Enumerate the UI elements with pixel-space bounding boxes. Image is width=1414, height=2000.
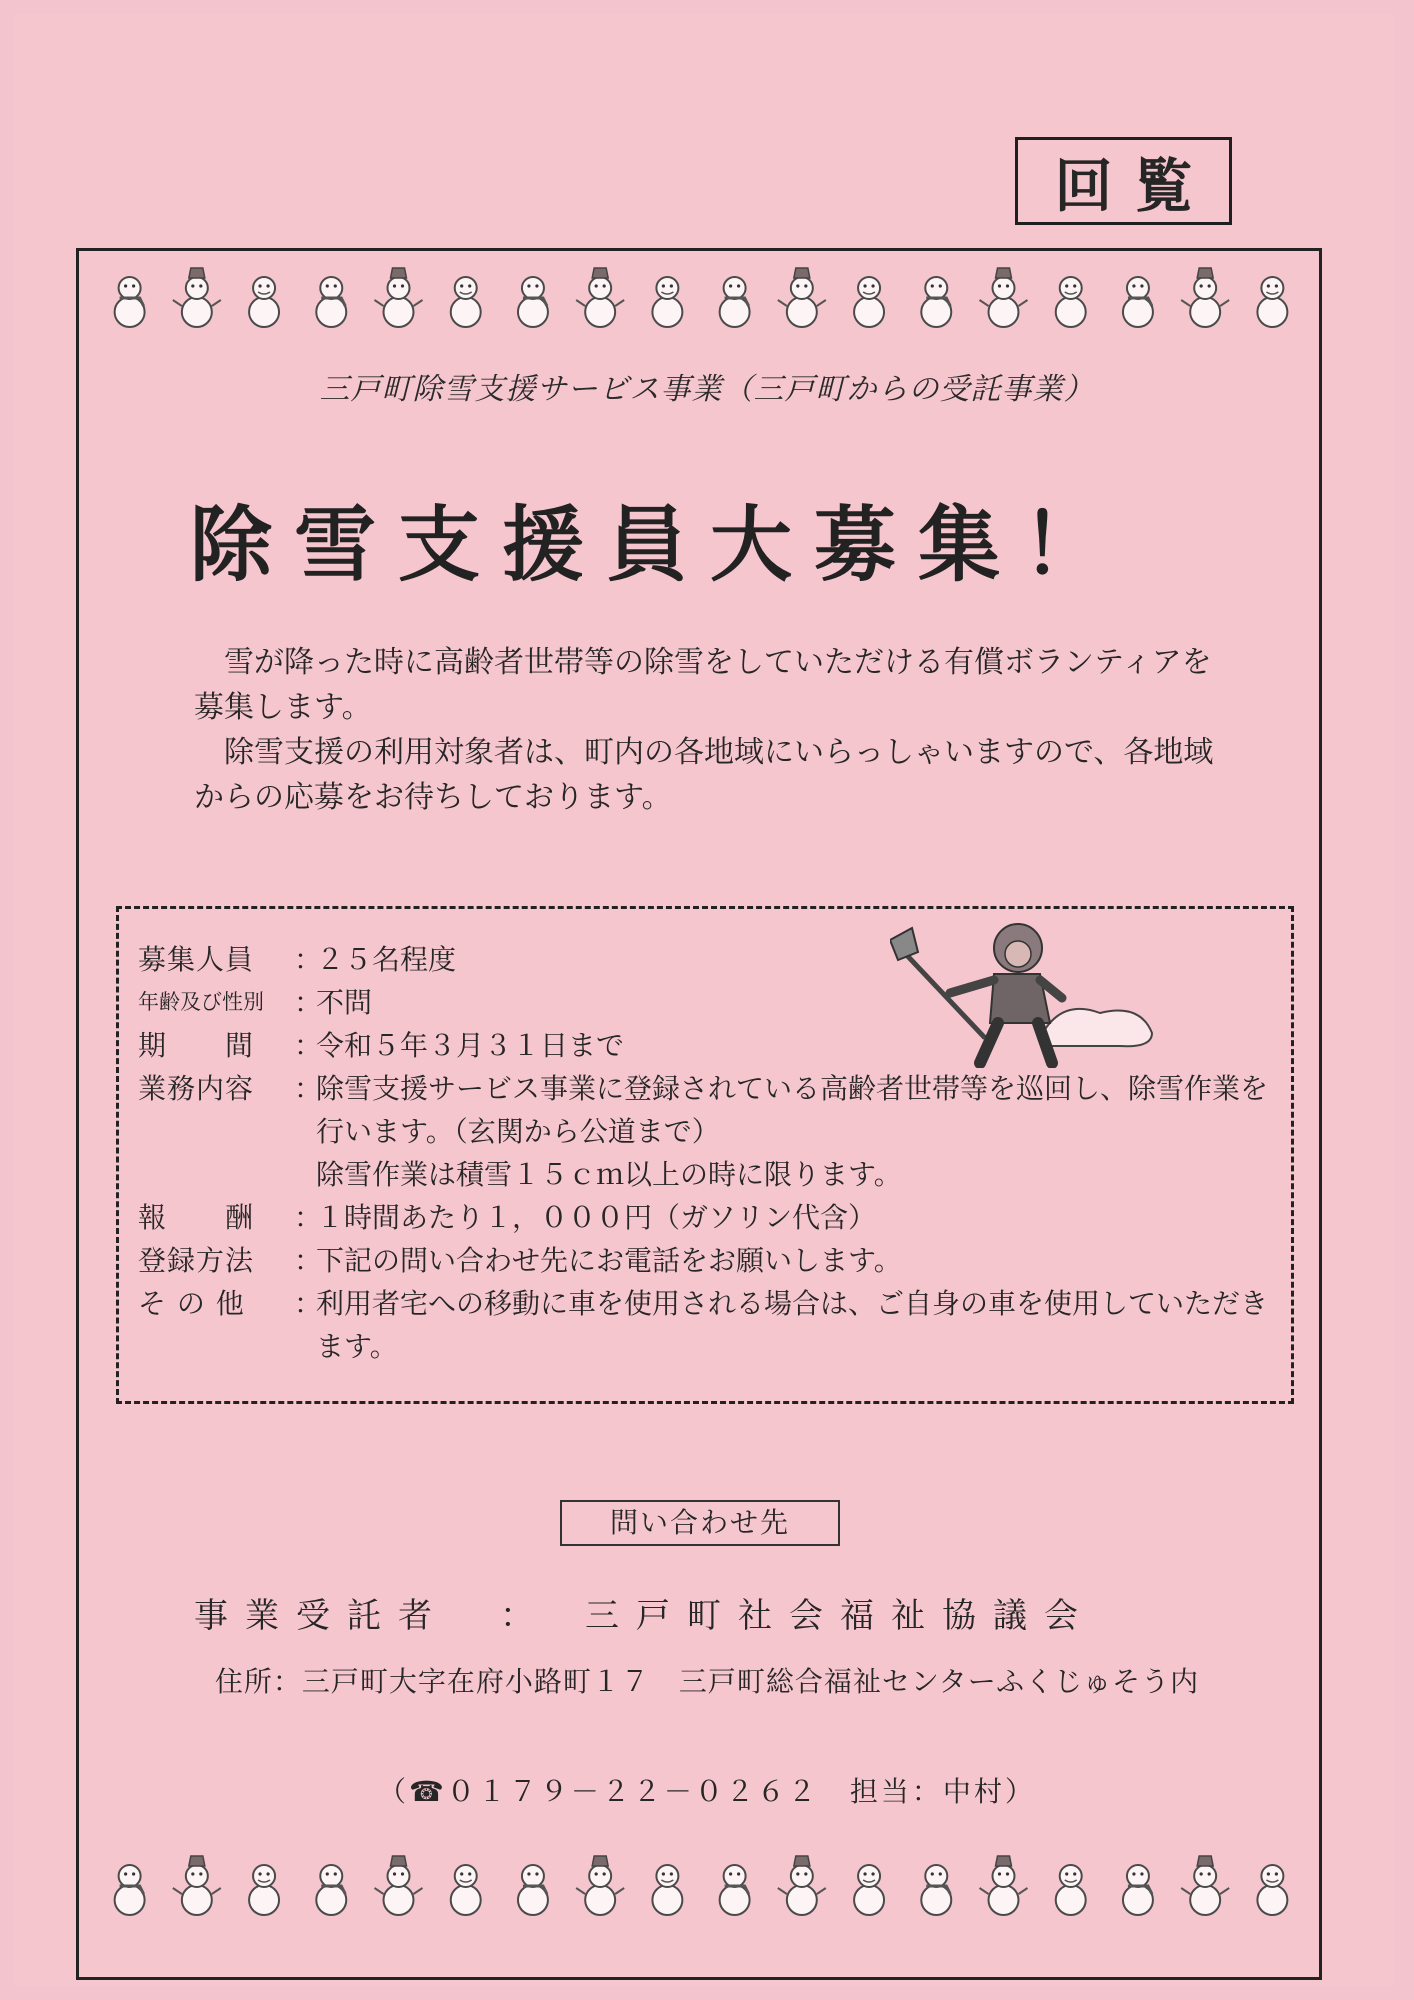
contact-phone: （☎０１７９－２２－０２６２ 担当：中村） xyxy=(378,1775,1036,1808)
snowman-icon xyxy=(980,268,1028,327)
contact-address: 住所：三戸町大字在府小路町１７ 三戸町総合福祉センターふくじゅそう内 xyxy=(214,1665,1200,1698)
snowman-icon xyxy=(921,1865,951,1915)
snowman-icon xyxy=(652,1865,682,1915)
snowman-icon xyxy=(316,1865,346,1915)
snowman-icon xyxy=(1123,1865,1153,1915)
detail-value xyxy=(316,1067,1268,1196)
detail-value: ２５名程度 xyxy=(316,943,457,976)
detail-value: 令和５年３月３１日まで xyxy=(316,1029,625,1062)
snowman-icon xyxy=(854,1865,884,1915)
contact-heading: 問い合わせ先 xyxy=(560,1500,840,1546)
entrusted-organization: 事業受託者 ： 三戸町社会福祉協議会 xyxy=(194,1596,1095,1636)
intro-paragraph-2: 除雪支援の利用対象者は、町内の各地域にいらっしゃいますので、各地域からの応募をお待ちしております。 xyxy=(194,735,1214,815)
snowman-icon xyxy=(1056,1865,1086,1915)
detail-row-headcount xyxy=(138,938,1268,981)
detail-row-period xyxy=(138,1024,1268,1067)
snowman-icon xyxy=(652,277,682,327)
snowman-icon-row xyxy=(96,1850,1306,1920)
snowman-icon xyxy=(375,1856,423,1915)
snowman-icon xyxy=(249,277,279,327)
snowman-border-bottom xyxy=(96,1850,1306,1920)
snowman-icon xyxy=(576,268,624,327)
detail-row-age-gender xyxy=(138,981,1268,1024)
detail-value: １時間あたり１，０００円（ガソリン代含） xyxy=(316,1201,877,1234)
detail-row-registration xyxy=(138,1239,1268,1282)
snowman-icon xyxy=(518,1865,548,1915)
detail-separator: ： xyxy=(294,1201,323,1234)
snowman-icon xyxy=(1181,268,1229,327)
snowman-icon-row xyxy=(96,262,1306,332)
detail-row-compensation xyxy=(138,1196,1268,1239)
snowman-icon xyxy=(173,1856,221,1915)
snowman-icon xyxy=(720,1865,750,1915)
detail-value: 不問 xyxy=(316,986,373,1019)
snowman-icon xyxy=(451,277,481,327)
detail-label: 年齢及び性別 xyxy=(138,990,264,1014)
intro-text xyxy=(194,640,1224,820)
snowman-icon xyxy=(375,268,423,327)
detail-label: 業務内容 xyxy=(138,1072,255,1105)
snowman-icon xyxy=(115,277,145,327)
detail-label: そ の 他 xyxy=(138,1287,245,1320)
snowman-icon xyxy=(173,268,221,327)
detail-separator: ： xyxy=(294,1072,323,1105)
snowman-icon xyxy=(1056,277,1086,327)
snowman-icon xyxy=(921,277,951,327)
detail-value: 下記の問い合わせ先にお電話をお願いします。 xyxy=(316,1244,902,1277)
subtitle: 三戸町除雪支援サービス事業（三戸町からの受託事業） xyxy=(319,372,1095,407)
snowman-icon xyxy=(249,1865,279,1915)
detail-separator: ： xyxy=(294,1287,323,1320)
detail-separator: ： xyxy=(294,1244,323,1277)
detail-label: 報 酬 xyxy=(138,1201,255,1234)
intro-paragraph-1: 雪が降った時に高齢者世帯等の除雪をしていただける有償ボランティアを募集します。 xyxy=(194,645,1212,725)
circulation-stamp: 回覧 xyxy=(1015,137,1232,225)
snowman-icon xyxy=(1257,1865,1287,1915)
detail-label: 登録方法 xyxy=(138,1244,255,1277)
detail-label: 募集人員 xyxy=(138,943,255,976)
snowman-icon xyxy=(1257,277,1287,327)
snowman-icon xyxy=(518,277,548,327)
detail-row-other xyxy=(138,1282,1268,1368)
snowman-icon xyxy=(576,1856,624,1915)
snowman-icon xyxy=(778,268,826,327)
snowman-icon xyxy=(1181,1856,1229,1915)
detail-label: 期 間 xyxy=(138,1029,255,1062)
snowman-icon xyxy=(854,277,884,327)
snowman-icon xyxy=(980,1856,1028,1915)
snowman-icon xyxy=(1123,277,1153,327)
snowman-icon xyxy=(316,277,346,327)
snowman-icon xyxy=(115,1865,145,1915)
detail-value-line: 除雪作業は積雪１５ｃｍ以上の時に限ります。 xyxy=(316,1158,902,1191)
detail-value: 利用者宅への移動に車を使用される場合は、ご自身の車を使用していただきます。 xyxy=(316,1287,1269,1363)
detail-row-duties xyxy=(138,1067,1268,1196)
snowman-icon xyxy=(720,277,750,327)
detail-separator: ： xyxy=(294,943,323,976)
detail-separator: ： xyxy=(294,986,323,1019)
snowman-icon xyxy=(778,1856,826,1915)
snowman-border-top xyxy=(96,262,1306,332)
main-title: 除雪支援員大募集！ xyxy=(190,498,1127,593)
detail-value-line: 除雪支援サービス事業に登録されている高齢者世帯等を巡回し、除雪作業を行います。（玄関から公道まで） xyxy=(316,1072,1269,1148)
snowman-icon xyxy=(451,1865,481,1915)
detail-separator: ： xyxy=(294,1029,323,1062)
recruitment-details xyxy=(138,938,1268,1368)
